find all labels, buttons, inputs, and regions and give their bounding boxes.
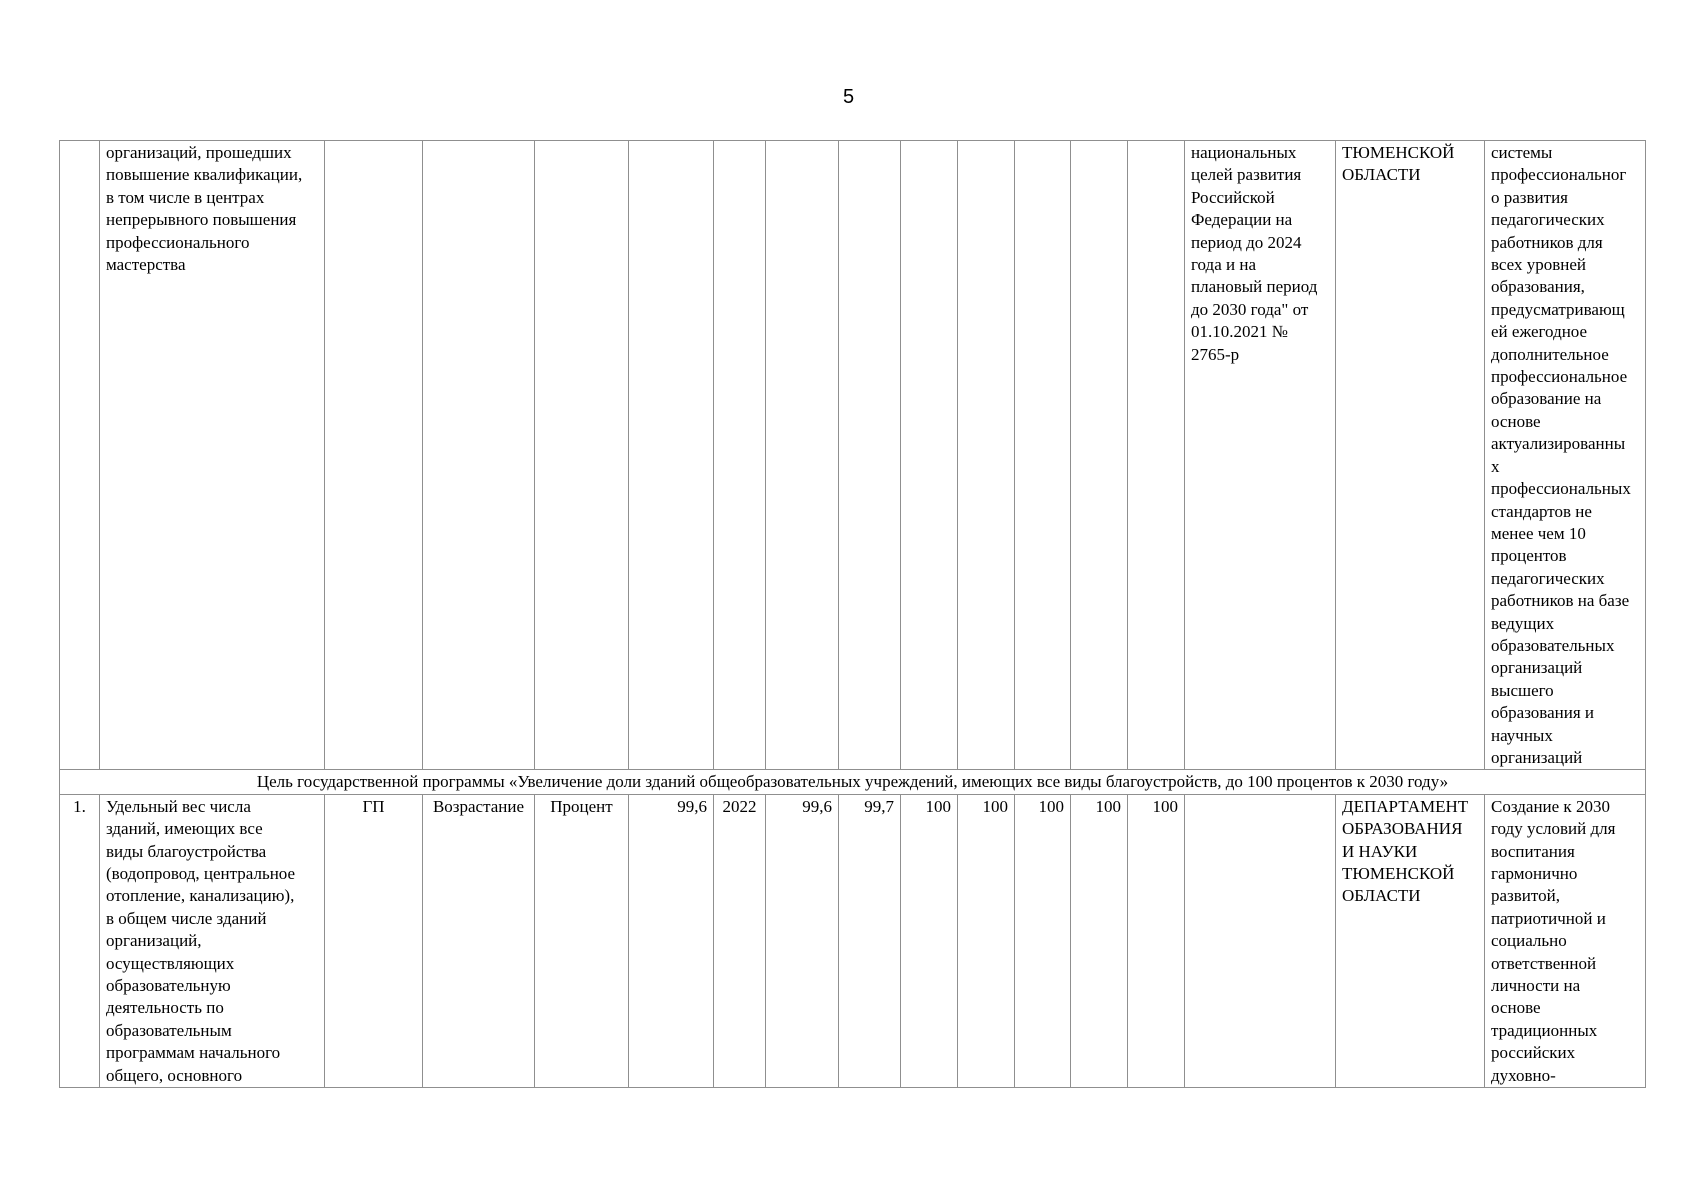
cell-index bbox=[60, 141, 100, 770]
cell-value-5 bbox=[1015, 141, 1071, 770]
cell-link: системы профессиональног о развития педагогических работников для всех уровней образования, предусматривающ ей ежегодное дополнительное профессиональное образование на основе актуализированны х профессиональных стандартов не менее чем 10 процентов педагогических работников на базе ведущих образовательных организаций высшего образования и научных организаций bbox=[1485, 141, 1646, 770]
cell-value-7: 100 bbox=[1128, 794, 1185, 1087]
cell-value-2 bbox=[839, 141, 901, 770]
cell-level: ГП bbox=[325, 794, 423, 1087]
cell-value-4 bbox=[958, 141, 1015, 770]
cell-value-7 bbox=[1128, 141, 1185, 770]
cell-index: 1. bbox=[60, 794, 100, 1087]
cell-indicator-name: организаций, прошедших повышение квалификации, в том числе в центрах непрерывного повышения профессионального мастерства bbox=[100, 141, 325, 770]
cell-base-value: 99,6 bbox=[629, 794, 714, 1087]
cell-value-3 bbox=[901, 141, 958, 770]
cell-indicator-name: Удельный вес числа зданий, имеющих все виды благоустройства (водопровод, центральное отопление, канализацию), в общем числе зданий организаций, осуществляющих образовательную деятельность по образовательным программам начального общего, основного bbox=[100, 794, 325, 1087]
table-row-continued bbox=[60, 141, 1646, 770]
page-number: 5 bbox=[842, 86, 855, 108]
cell-value-1: 99,6 bbox=[766, 794, 839, 1087]
cell-base-value bbox=[629, 141, 714, 770]
table-row-goal bbox=[60, 770, 1646, 794]
cell-base-year bbox=[714, 141, 766, 770]
cell-trend: Возрастание bbox=[423, 794, 535, 1087]
cell-value-4: 100 bbox=[958, 794, 1015, 1087]
cell-value-2: 99,7 bbox=[839, 794, 901, 1087]
table-row-1 bbox=[60, 794, 1646, 1087]
cell-value-3: 100 bbox=[901, 794, 958, 1087]
goal-text: Цель государственной программы «Увеличение доли зданий общеобразовательных учреждений, имеющих все виды благоустройств, до 100 процентов к 2030 году» bbox=[60, 770, 1646, 794]
cell-value-5: 100 bbox=[1015, 794, 1071, 1087]
cell-document bbox=[1185, 794, 1336, 1087]
cell-unit: Процент bbox=[535, 794, 629, 1087]
cell-trend bbox=[423, 141, 535, 770]
cell-value-1 bbox=[766, 141, 839, 770]
indicators-table bbox=[59, 140, 1646, 1088]
cell-link: Создание к 2030 году условий для воспитания гармонично развитой, патриотичной и социально ответственной личности на основе традиционных российских духовно- bbox=[1485, 794, 1646, 1087]
cell-level bbox=[325, 141, 423, 770]
cell-value-6 bbox=[1071, 141, 1128, 770]
cell-base-year: 2022 bbox=[714, 794, 766, 1087]
cell-unit bbox=[535, 141, 629, 770]
cell-value-6: 100 bbox=[1071, 794, 1128, 1087]
cell-responsible: ТЮМЕНСКОЙ ОБЛАСТИ bbox=[1336, 141, 1485, 770]
cell-document: национальных целей развития Российской Федерации на период до 2024 года и на плановый период до 2030 года" от 01.10.2021 № 2765-р bbox=[1185, 141, 1336, 770]
cell-responsible: ДЕПАРТАМЕНТ ОБРАЗОВАНИЯ И НАУКИ ТЮМЕНСКОЙ ОБЛАСТИ bbox=[1336, 794, 1485, 1087]
